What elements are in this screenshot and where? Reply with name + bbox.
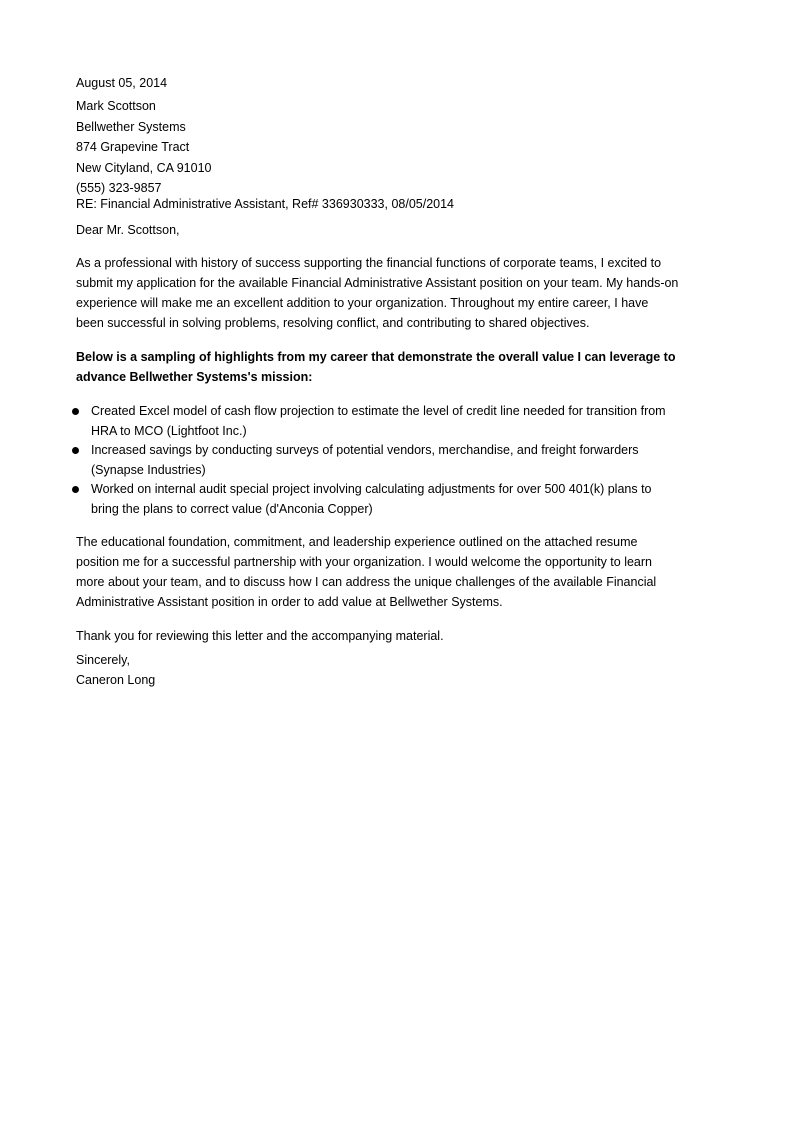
list-item-line: HRA to MCO (Lightfoot Inc.) [91,424,247,438]
list-item-line: Created Excel model of cash flow projection to estimate the level of credit line needed for transition from [91,404,666,418]
recipient-phone: (555) 323-9857 [76,181,162,195]
closing-line: The educational foundation, commitment, and leadership experience outlined on the attached resume [76,535,638,549]
list-item [76,440,733,480]
intro-line: experience will make me an excellent addition to your organization. Throughout my entire career, I have [76,296,649,310]
highlights-intro [76,347,733,387]
re-line: RE: Financial Administrative Assistant, Ref# 336930333, 08/05/2014 [76,197,455,211]
closing-line: Administrative Assistant position in order to add value at Bellwether Systems. [76,595,503,609]
list-item [76,401,733,441]
highlights-list [76,401,733,519]
highlights-intro-line: advance Bellwether Systems's mission: [76,370,313,384]
bullet-icon [72,408,79,415]
recipient-name: Mark Scottson [76,99,156,113]
salutation: Dear Mr. Scottson, [76,223,180,237]
intro-paragraph [76,253,733,333]
signature-name: Caneron Long [76,673,156,687]
list-item-line: bring the plans to correct value (d'Anconia Copper) [91,502,373,516]
bullet-icon [72,486,79,493]
closing-paragraph [76,532,733,612]
recipient-address [76,96,733,194]
recipient-city: New Cityland, CA 91010 [76,160,212,175]
highlights-intro-line: Below is a sampling of highlights from my career that demonstrate the overall value I can leverage to [76,350,676,364]
closing-line: position me for a successful partnership with your organization. I would welcome the opportunity to learn [76,555,652,569]
thanks-line: Thank you for reviewing this letter and the accompanying material. [76,629,444,643]
recipient-company: Bellwether Systems [76,119,186,134]
intro-line: As a professional with history of success supporting the financial functions of corporate teams, I excited to [76,256,662,270]
intro-line: submit my application for the available Financial Administrative Assistant position on your team. My hands-on [76,276,679,290]
recipient-street: 874 Grapevine Tract [76,140,190,154]
signoff: Sincerely, [76,653,130,667]
list-item-line: (Synapse Industries) [91,463,206,477]
list-item [76,479,733,519]
list-item-line: Worked on internal audit special project involving calculating adjustments for over 500 401(k) plans to [91,482,652,496]
letter-date: August 05, 2014 [76,76,168,90]
intro-line: been successful in solving problems, resolving conflict, and contributing to shared objectives. [76,316,590,330]
list-item-line: Increased savings by conducting surveys of potential vendors, merchandise, and freight forwarders [91,443,639,457]
closing-line: more about your team, and to discuss how I can address the unique challenges of the available Financial [76,575,657,589]
bullet-icon [72,447,79,454]
